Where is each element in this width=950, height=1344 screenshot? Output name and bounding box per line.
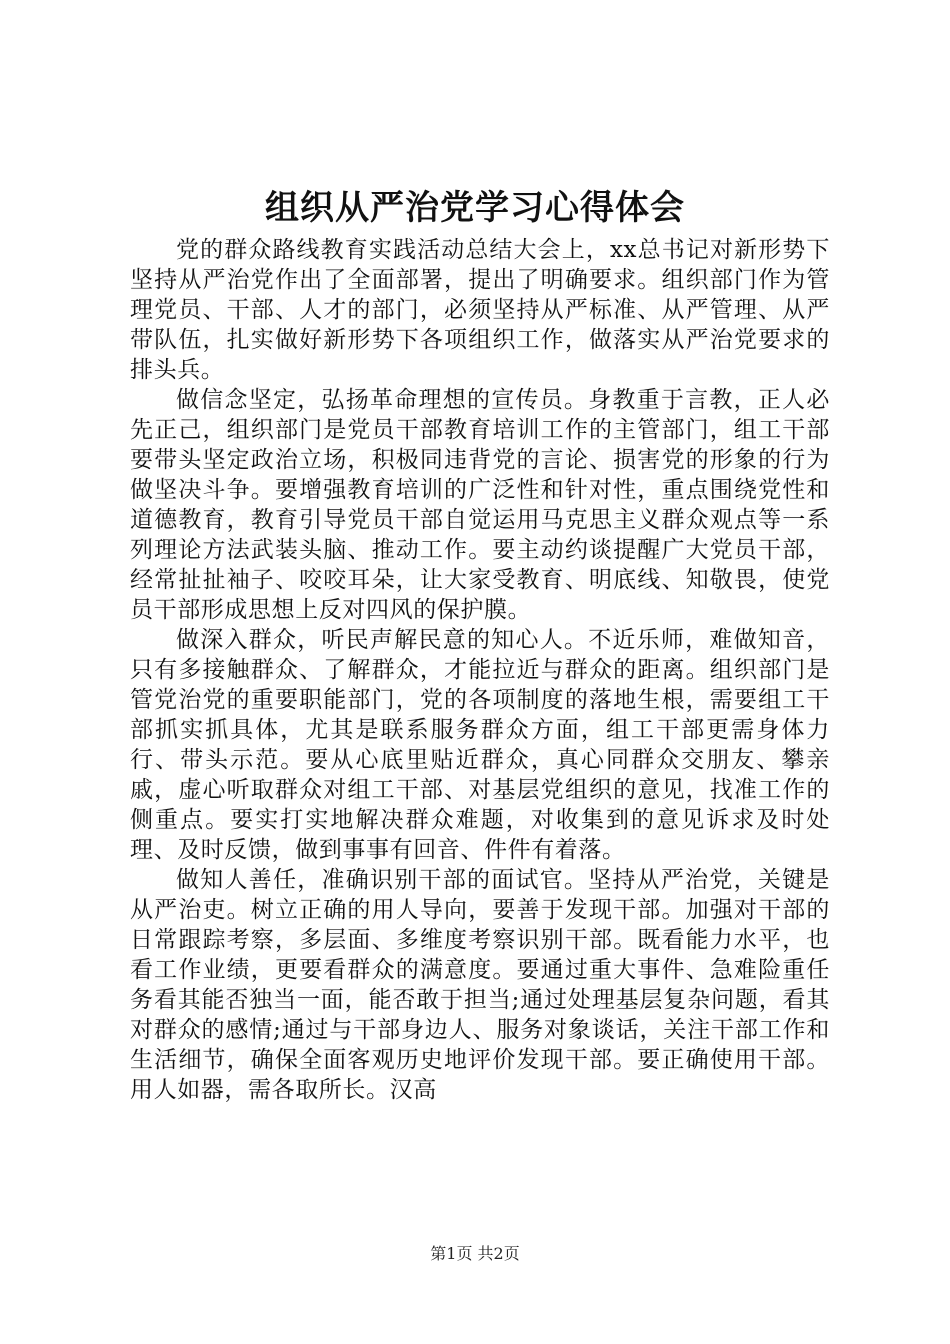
paragraph-1: 党的群众路线教育实践活动总结大会上，xx总书记对新形势下坚持从严治党作出了全面部署，提出了明确要求。组织部门作为管理党员、干部、人才的部门，必须坚持从严标准、从严管理、从严带队伍，扎实做好新形势下各项组织工作，做落实从严治党要求的排头兵。: [130, 237, 830, 383]
page-indicator: 第1页 共2页: [430, 1244, 520, 1263]
paragraph-2: 做信念坚定，弘扬革命理想的宣传员。身教重于言教，正人必先正己，组织部门是党员干部教育培训工作的主管部门，组工干部要带头坚定政治立场，积极同违背党的言论、损害党的形象的行为做坚决斗争。要增强教育培训的广泛性和针对性，重点围绕党性和道德教育，教育引导党员干部自觉运用马克思主义群众观点等一系列理论方法武装头脑、推动工作。要主动约谈提醒广大党员干部，经常扯扯袖子、咬咬耳朵，让大家受教育、明底线、知敬畏，使党员干部形成思想上反对四风的保护膜。: [130, 387, 830, 623]
paragraph-4: 做知人善任，准确识别干部的面试官。坚持从严治党，关键是从严治吏。树立正确的用人导向，要善于发现干部。加强对干部的日常跟踪考察，多层面、多维度考察识别干部。既看能力水平，也看工作业绩，更要看群众的满意度。要通过重大事件、急难险重任务看其能否独当一面，能否敢于担当;通过处理基层复杂问题，看其对群众的感情;通过与干部身边人、服务对象谈话，关注干部工作和生活细节，确保全面客观历史地评价发现干部。要正确使用干部。用人如器，需各取所长。汉高: [130, 867, 830, 1103]
paragraph-3: 做深入群众，听民声解民意的知心人。不近乐师，难做知音，只有多接触群众、了解群众，才能拉近与群众的距离。组织部门是管党治党的重要职能部门，党的各项制度的落地生根，需要组工干部抓实抓具体，尤其是联系服务群众方面，组工干部更需身体力行、带头示范。要从心底里贴近群众，真心同群众交朋友、攀亲戚，虚心听取群众对组工干部、对基层党组织的意见，找准工作的侧重点。要实打实地解决群众难题，对收集到的意见诉求及时处理、及时反馈，做到事事有回音、件件有着落。: [130, 627, 830, 863]
document-body: [130, 235, 830, 1105]
document-title: 组织从严治党学习心得体会: [265, 188, 685, 228]
